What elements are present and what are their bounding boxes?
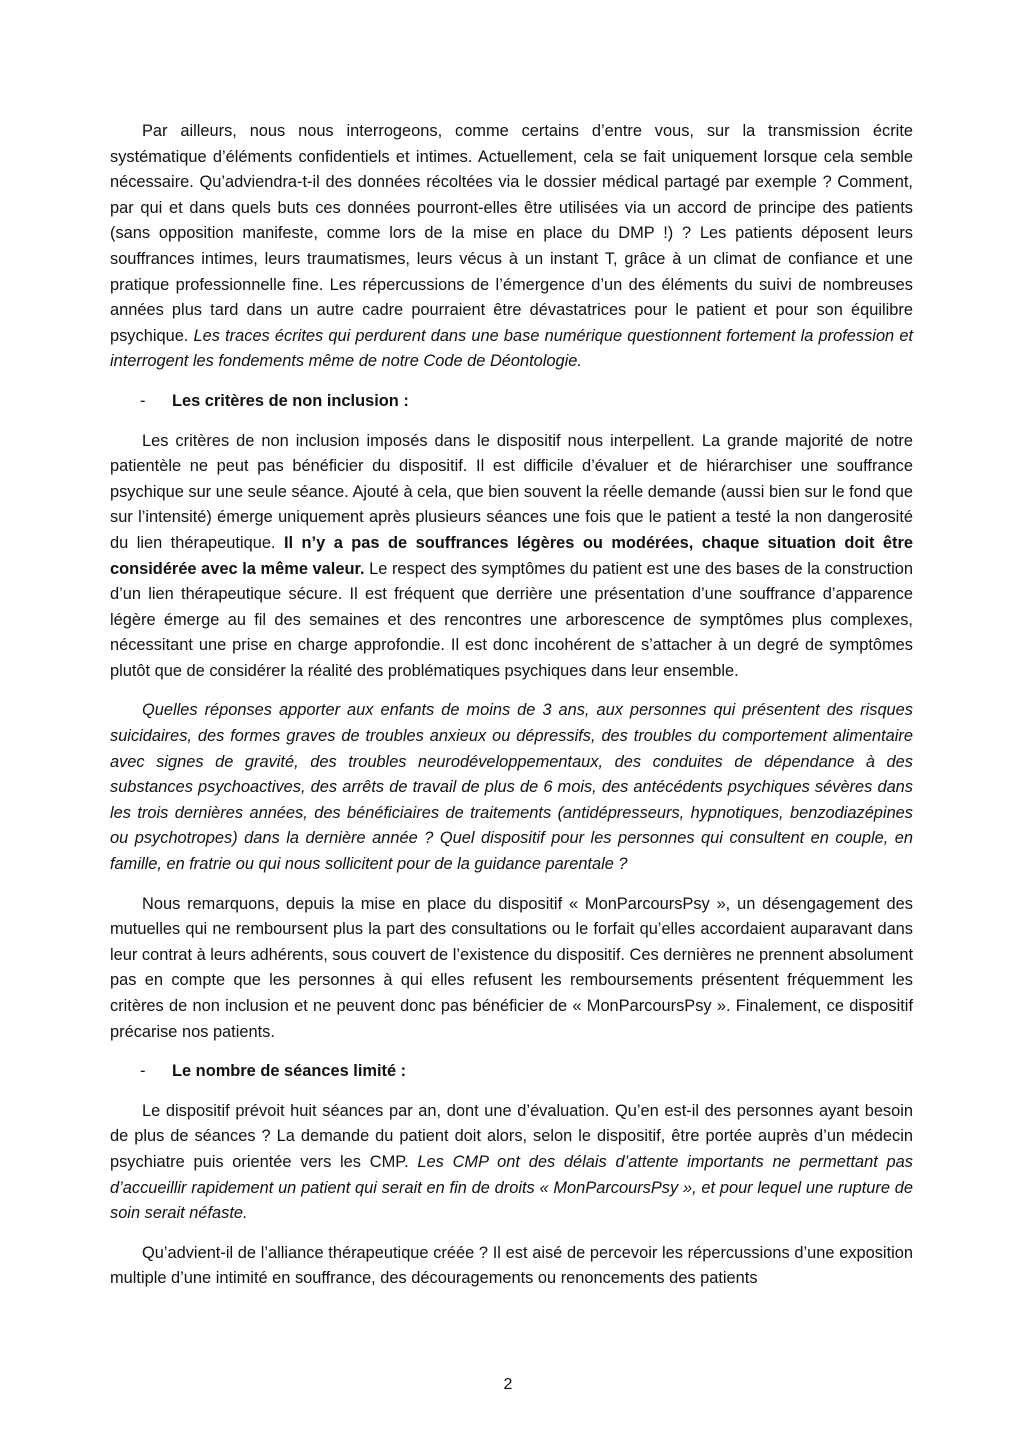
paragraph-mutuelles <box>110 892 913 1046</box>
paragraph-confidentiality <box>110 119 913 375</box>
paragraph-text: Par ailleurs, nous nous interrogeons, comme certains d’entre vous, sur la transmission écrite systématique d’éléments confidentiels et intimes. Actuellement, cela se fait uniquement lorsque cela semble nécessaire. Qu’adviendra-t-il des données récoltées via le dossier médical partagé par exemple ? Comment, par qui et dans quels buts ces données pourront-elles être utilisées via un accord de principe des patients (sans opposition manifeste, comme lors de la mise en place du DMP !) ? Les patients déposent leurs souffrances intimes, leurs traumatismes, leurs vécus à un instant T, grâce à un climat de confiance et une pratique professionnelle fine. Les répercussions de l’émergence d’un des éléments du suivi de nombreuses années plus tard dans un autre cadre pourraient être dévastatrices pour le patient et pour son équilibre psychique. <box>110 122 913 345</box>
section-heading-seances <box>140 1059 913 1085</box>
list-dash: - <box>140 391 146 410</box>
paragraph-seances <box>110 1099 913 1227</box>
paragraph-questions <box>110 698 913 877</box>
paragraph-text: Les critères de non inclusion imposés dans le dispositif nous interpellent. La grande majorité de notre patientèle ne peut pas bénéficier du dispositif. Il est difficile d’évaluer et de hiérarchiser une souffrance psychique sur une seule séance. Ajouté à cela, que bien souvent la réelle demande (aussi bien sur le fond que sur l’intensité) émerge uniquement après plusieurs séances une fois que le patient a testé la non dangerosité du lien thérapeutique. <box>110 431 913 552</box>
paragraph-text: Le dispositif prévoit huit séances par an, dont une d’évaluation. Qu’en est-il des personnes ayant besoin de plus de séances ? La demande du patient doit alors, selon le dispositif, être portée auprès d’un médecin psychiatre puis orientée vers les CMP. <box>110 1101 913 1171</box>
section-heading-label: Le nombre de séances limité : <box>172 1062 407 1081</box>
section-heading-label: Les critères de non inclusion : <box>172 391 409 410</box>
page-number: 2 <box>503 1376 513 1393</box>
paragraph-italic-text: Les traces écrites qui perdurent dans une base numérique questionnent fortement la profession et interrogent les fondements même de notre Code de Déontologie. <box>110 326 914 371</box>
paragraph-bold-text: Il n’y a pas de souffrances légères ou modérées, chaque situation doit être considérée avec la même valeur. <box>110 533 913 578</box>
paragraph-non-inclusion <box>110 429 913 685</box>
paragraph-text: Le respect des symptômes du patient est une des bases de la construction d’un lien thérapeutique sécure. Il est fréquent que derrière une présentation d’une souffrance d’apparence légère émerge au fil des semaines et des rencontres une arborescence de symptômes plus complexes, nécessitant une prise en charge approfondie. Il est donc incohérent de s’attacher à un degré de symptômes plutôt que de considérer la réalité des problématiques psychiques dans leur ensemble. <box>110 559 913 680</box>
list-dash: - <box>140 1062 146 1081</box>
page-body <box>110 119 913 1306</box>
paragraph-italic-text: Les CMP ont des délais d’attente importants ne permettant pas d’accueillir rapidement un patient qui serait en fin de droits « MonParcoursPsy », et pour lequel une rupture de soin serait néfaste. <box>110 1152 913 1223</box>
paragraph-italic-text: Quelles réponses apporter aux enfants de moins de 3 ans, aux personnes qui présentent des risques suicidaires, des formes graves de troubles anxieux ou dépressifs, des troubles du comportement alimentaire avec signes de gravité, des troubles neurodéveloppementaux, des conduites de dépendance à des substances psychoactives, des arrêts de travail de plus de 6 mois, des antécédents psychiques sévères dans les trois dernières années, des bénéficiaires de traitements (antidépresseurs, hypnotiques, benzodiazépines ou psychotropes) dans la dernière année ? Quel dispositif pour les personnes qui consultent en couple, en famille, en fratrie ou qui nous sollicitent pour de la guidance parentale ? <box>110 701 913 874</box>
paragraph-alliance <box>110 1241 913 1292</box>
paragraph-text: Nous remarquons, depuis la mise en place du dispositif « MonParcoursPsy », un désengagement des mutuelles qui ne remboursent plus la part des consultations ou le forfait qu’elles accordaient auparavant dans leur contrat à leurs adhérents, sous couvert de l’existence du dispositif. Ces dernières ne prennent absolument pas en compte que les personnes à qui elles refusent les remboursements présentent fréquemment les critères de non inclusion et ne peuvent donc pas bénéficier de « MonParcoursPsy ». Finalement, ce dispositif précarise nos patients. <box>110 894 913 1041</box>
paragraph-text: Qu’advient-il de l’alliance thérapeutique créée ? Il est aisé de percevoir les répercussions d’une exposition multiple d’une intimité en souffrance, des découragements ou renoncements des patients <box>110 1243 913 1288</box>
section-heading-non-inclusion <box>140 389 913 415</box>
